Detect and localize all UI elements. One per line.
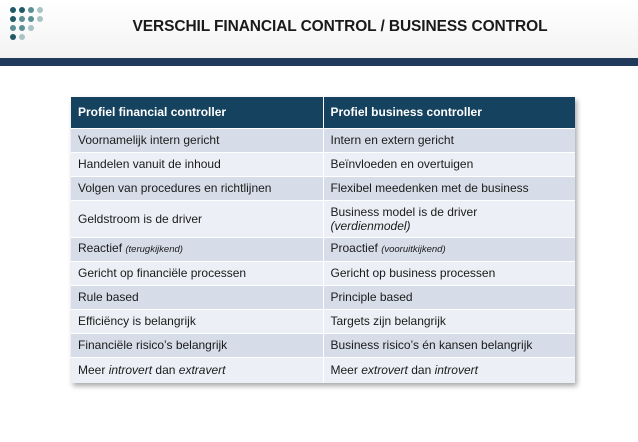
table-cell-financial: Geldstroom is de driver bbox=[71, 200, 323, 237]
cell-text: Meer bbox=[78, 363, 106, 378]
slide-title: VERSCHIL FINANCIAL CONTROL / BUSINESS CONTROL bbox=[132, 18, 548, 35]
cell-emphasis: extravert bbox=[178, 363, 226, 378]
table-cell-financial: Voornamelijk intern gericht bbox=[71, 128, 323, 152]
cell-emphasis: extrovert bbox=[361, 363, 408, 378]
table-cell-business bbox=[323, 237, 575, 261]
cell-text: Proactief bbox=[330, 241, 378, 255]
table-row bbox=[71, 128, 575, 152]
table-cell-financial bbox=[71, 237, 323, 261]
logo-dot bbox=[37, 7, 43, 13]
table-row bbox=[71, 200, 575, 237]
cell-emphasis: introvert bbox=[434, 363, 478, 378]
cell-text: Reactief bbox=[78, 241, 123, 255]
table-cell-financial: Financiële risico’s belangrijk bbox=[71, 333, 323, 357]
table-cell-business: Business risico’s én kansen belangrijk bbox=[323, 333, 575, 357]
table-cell-financial: Gericht op financiële processen bbox=[71, 261, 323, 285]
cell-text: dan bbox=[411, 363, 432, 378]
header-divider-bar bbox=[0, 58, 638, 66]
cell-text: Meer bbox=[330, 363, 358, 378]
table-cell-financial: Handelen vanuit de inhoud bbox=[71, 152, 323, 176]
cell-text: Business model is de driver bbox=[330, 204, 478, 219]
table-cell-business bbox=[323, 200, 575, 237]
column-header-financial-controller: Profiel financial controller bbox=[71, 97, 323, 128]
table-cell-business: Principle based bbox=[323, 285, 575, 309]
table-row bbox=[71, 285, 575, 309]
table-cell-business bbox=[323, 357, 575, 383]
table-cell-business: Flexibel meedenken met de business bbox=[323, 176, 575, 200]
table-header-row bbox=[71, 97, 575, 128]
cell-note: (verdienmodel) bbox=[330, 218, 411, 233]
table-cell-financial: Efficiëncy is belangrijk bbox=[71, 309, 323, 333]
logo-dot bbox=[10, 7, 16, 13]
table-cell-financial: Rule based bbox=[71, 285, 323, 309]
table-cell-business: Gericht op business processen bbox=[323, 261, 575, 285]
table-row bbox=[71, 176, 575, 200]
cell-text: dan bbox=[155, 363, 176, 378]
cell-emphasis: introvert bbox=[108, 363, 153, 378]
comparison-table-container bbox=[71, 97, 575, 383]
cell-note: (terugkijkend) bbox=[125, 244, 183, 255]
table-row bbox=[71, 152, 575, 176]
table-cell-business: Intern en extern gericht bbox=[323, 128, 575, 152]
slide-header bbox=[0, 0, 638, 58]
table-row bbox=[71, 333, 575, 357]
table-cell-financial: Volgen van procedures en richtlijnen bbox=[71, 176, 323, 200]
comparison-table bbox=[71, 97, 575, 383]
cell-note: (vooruitkijkend) bbox=[381, 244, 446, 255]
logo-dot bbox=[19, 7, 25, 13]
table-row bbox=[71, 309, 575, 333]
table-row bbox=[71, 357, 575, 383]
table-cell-business: Targets zijn belangrijk bbox=[323, 309, 575, 333]
table-row bbox=[71, 261, 575, 285]
table-cell-financial bbox=[71, 357, 323, 383]
column-header-business-controller: Profiel business controller bbox=[323, 97, 575, 128]
table-cell-business: Beïnvloeden en overtuigen bbox=[323, 152, 575, 176]
table-row bbox=[71, 237, 575, 261]
logo-dot bbox=[28, 7, 34, 13]
